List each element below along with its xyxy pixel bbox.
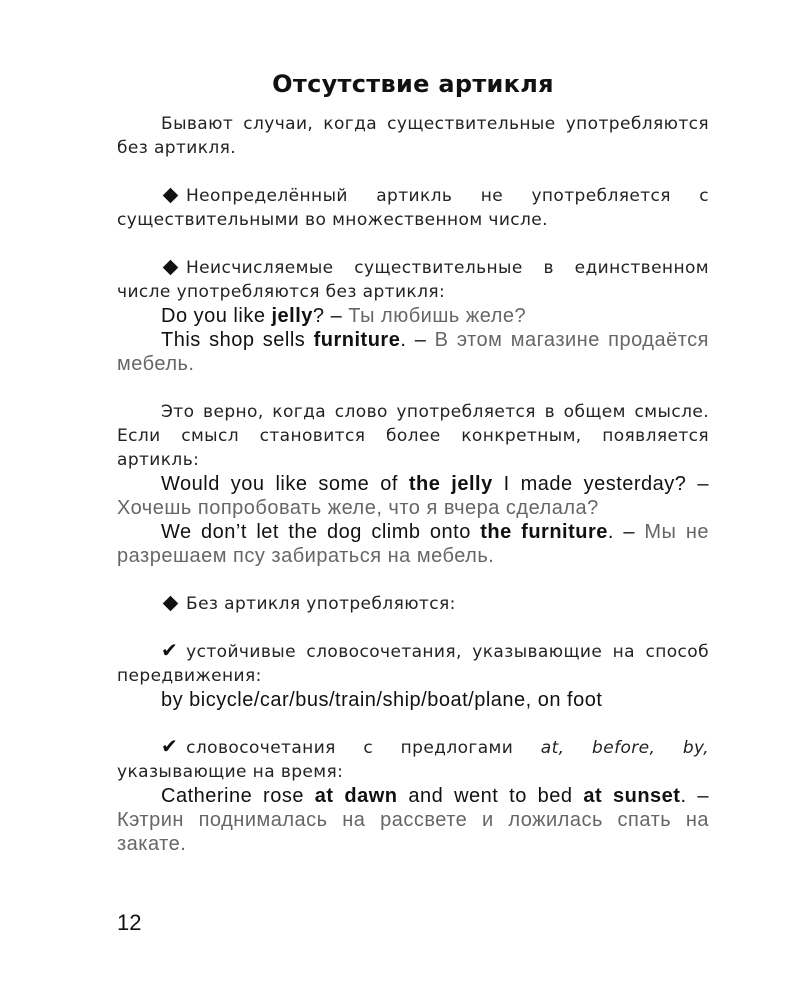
example-text: We don’t let the dog climb onto [161,521,481,543]
time-rule-prepositions: at, before, by, [540,738,709,758]
example-translation: Мы не разрешаем псу забираться на мебель. [117,521,709,567]
general-note-paragraph: Это верно, когда слово употребляется в общем смысле. Если смысл становится более конкретным, появляется артикль: [117,402,709,470]
transport-example: by bicycle/car/bus/train/ship/boat/plane, on foot [161,689,603,711]
example-catherine [117,784,709,856]
example-text: and went to bed [397,785,584,807]
example-the-furniture [117,520,709,568]
without-article-text: Без артикля употребляются: [186,594,456,614]
diamond-bullet-icon [163,259,179,275]
example-text: I made yesterday? – [492,473,709,495]
time-rule-text: указывающие на время: [117,762,344,782]
checkmark-icon: ✔ [161,638,179,662]
example-text: ? – [312,305,343,327]
example-keyword: the furniture [480,521,608,543]
diamond-bullet-icon [163,595,179,611]
example-translation: Ты любишь желе? [342,305,527,327]
example-jelly [117,304,709,328]
example-translation: Кэтрин поднималась на рассвете и ложилась спать на закате. [117,809,709,855]
page-content [117,70,709,856]
example-furniture [117,328,709,376]
checkmark-icon: ✔ [161,734,179,758]
example-translation: В этом магазине продаётся мебель. [117,329,709,375]
example-keyword: at dawn [314,785,398,807]
example-the-jelly [117,472,709,520]
example-keyword: the jelly [408,473,493,495]
without-article-paragraph [117,592,709,616]
example-text: Do you like [161,305,272,327]
rule-plural-paragraph [117,184,709,232]
example-text: This shop sells [161,329,314,351]
transport-rule-text: устойчивые словосочетания, указывающие на способ передвижения: [117,642,709,686]
example-keyword: furniture [313,329,401,351]
example-text: . – [607,521,635,543]
intro-paragraph: Бывают случаи, когда существительные употребляются без артикля. [117,114,709,158]
example-text: Catherine rose [161,785,315,807]
page-title: Отсутствие артикля [272,70,554,98]
example-text: . – [400,329,427,351]
rule-uncountable-text: Неисчисляемые существительные в единственном числе употребляются без артикля: [117,258,709,302]
diamond-bullet-icon [163,187,179,203]
transport-rule-paragraph [117,640,709,688]
example-keyword: at sunset [583,785,681,807]
time-rule-text: словосочетания с предлогами [186,738,541,758]
time-rule-paragraph [117,736,709,784]
example-text: Would you like some of [161,473,409,495]
example-keyword: jelly [271,305,313,327]
page-number: 12 [117,910,142,935]
rule-plural-text: Неопределённый артикль не употребляется с существительными во множественном числе. [117,186,709,230]
example-text: . – [680,785,709,807]
example-translation: Хочешь попробовать желе, что я вчера сделала? [117,497,599,519]
rule-uncountable-paragraph [117,256,709,304]
